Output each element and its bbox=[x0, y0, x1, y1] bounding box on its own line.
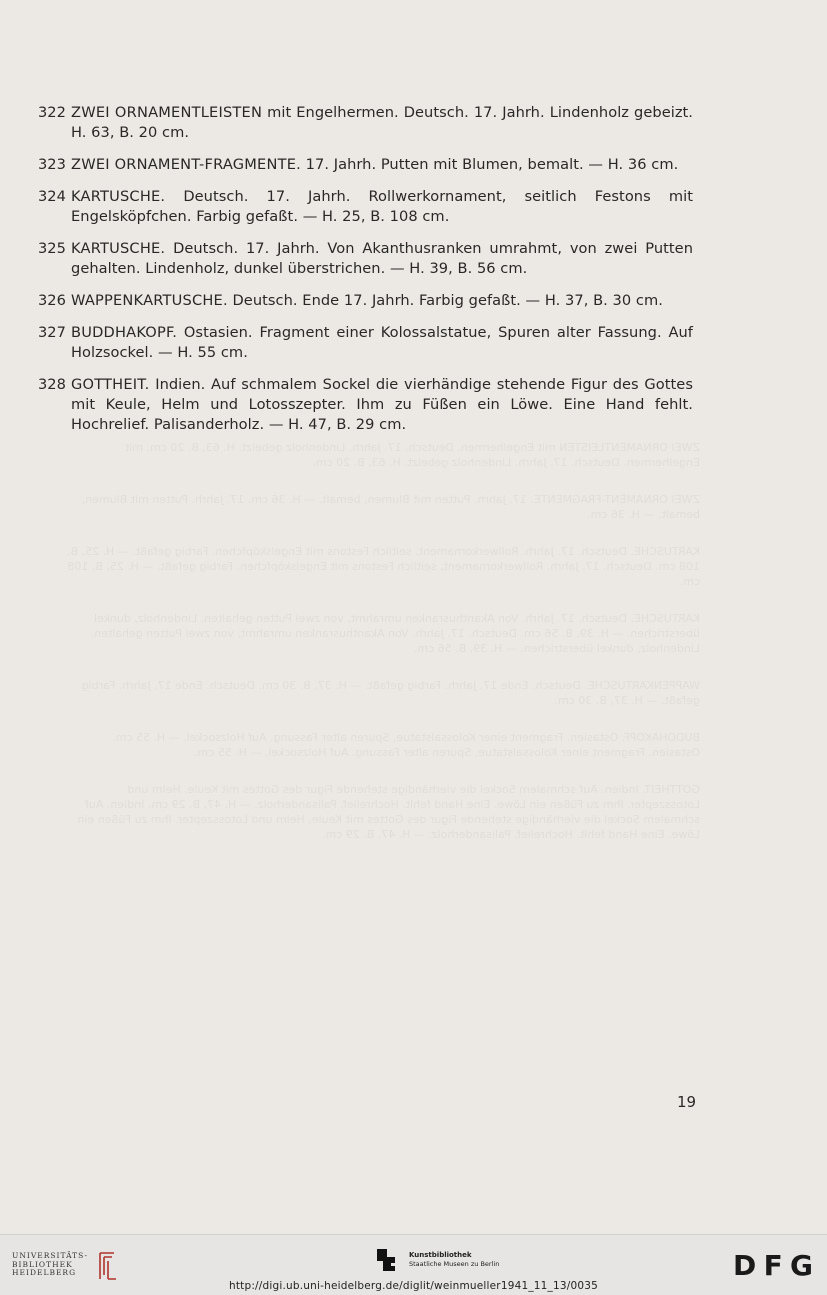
entry-text bbox=[71, 103, 693, 143]
bleed-through-line: KARTUSCHE. Deutsch. 17. Jahrh. Rollwerkornament, seitlich Festons mit Engelsköpfchen. Farbig gefaßt. — H. 25, B. 108 cm. Deutsch. 17. Jahrh. Rollwerkornament, seitlich Festons mit Engelsköpfchen. Farbig gefaßt. — H. 25, B. 108 cm. bbox=[67, 545, 700, 588]
page-number: 19 bbox=[677, 1093, 697, 1111]
digitization-footer bbox=[0, 1234, 827, 1295]
kunstbibliothek-logo[interactable] bbox=[377, 1249, 499, 1271]
entry-description: Ostasien. Fragment einer Kolossalstatue, Spuren alter Fassung. Auf Holzsockel. — H. 55 cm. bbox=[71, 324, 693, 361]
catalog-entries bbox=[38, 103, 693, 447]
bleed-through-line: ZWEI ORNAMENTLEISTEN mit Engelhermen. Deutsch. 17. Jahrh. Lindenholz gebeizt. H. 63, B. 20 cm. mit Engelhermen. Deutsch. 17. Jahrh. Lindenholz gebeizt. H. 63, B. 20 cm. bbox=[124, 441, 700, 469]
entry-title: BUDDHAKOPF. bbox=[71, 324, 178, 341]
catalog-entry bbox=[38, 323, 693, 363]
entry-number: 324 bbox=[38, 188, 66, 205]
entry-description: Deutsch. 17. Jahrh. Rollwerkornament, seitlich Festons mit Engelsköpfchen. Farbig gefaßt. — H. 25, B. 108 cm. bbox=[71, 188, 693, 225]
entry-text bbox=[71, 239, 693, 279]
entry-text bbox=[71, 155, 693, 175]
entry-number: 323 bbox=[38, 156, 66, 173]
catalog-entry bbox=[38, 187, 693, 227]
kunstbibliothek-emblem-icon bbox=[377, 1249, 403, 1271]
entry-title: WAPPENKARTUSCHE. bbox=[71, 292, 228, 309]
catalog-entry bbox=[38, 155, 693, 175]
entry-description: 17. Jahrh. Putten mit Blumen, bemalt. — H. 36 cm. bbox=[300, 156, 679, 173]
entry-text bbox=[71, 375, 693, 435]
entry-description: mit Engelhermen. Deutsch. 17. Jahrh. Lindenholz gebeizt. H. 63, B. 20 cm. bbox=[71, 104, 693, 141]
entry-number: 328 bbox=[38, 376, 66, 393]
entry-description: Indien. Auf schmalem Sockel die vierhändige stehende Figur des Gottes mit Keule, Helm und Lotosszepter. Ihm zu Füßen ein Löwe. Eine Hand fehlt. Hochrelief. Palisanderholz. — H. 47, B. 29 cm. bbox=[71, 376, 693, 433]
bleed-through-text bbox=[60, 440, 700, 1060]
university-emblem-icon bbox=[94, 1249, 118, 1281]
entry-text bbox=[71, 187, 693, 227]
permalink-url[interactable]: http://digi.ub.uni-heidelberg.de/diglit/weinmueller1941_11_13/0035 bbox=[228, 1280, 599, 1292]
entry-title: KARTUSCHE. bbox=[71, 188, 166, 205]
university-library-name: UNIVERSITÄTS- BIBLIOTHEK HEIDELBERG bbox=[12, 1251, 89, 1278]
entry-number: 327 bbox=[38, 324, 66, 341]
entry-text bbox=[71, 291, 693, 311]
entry-title: GOTTHEIT. bbox=[71, 376, 150, 393]
entry-number: 325 bbox=[38, 240, 66, 257]
kunstbibliothek-text: Kunstbibliothek Staatliche Museen zu Berlin bbox=[409, 1251, 500, 1268]
bleed-through-line: ZWEI ORNAMENT-FRAGMENTE. 17. Jahrh. Putten mit Blumen, bemalt. — H. 36 cm. 17. Jahrh. Putten mit Blumen, bemalt. — H. 36 cm. bbox=[81, 493, 700, 521]
entry-number: 322 bbox=[38, 104, 66, 121]
catalog-entry bbox=[38, 291, 693, 311]
dfg-wordmark: DFG bbox=[733, 1251, 813, 1277]
bleed-through-line: BUDDHAKOPF. Ostasien. Fragment einer Kolossalstatue, Spuren alter Fassung. Auf Holzsockel. — H. 55 cm. Ostasien. Fragment einer Kolossalstatue, Spuren alter Fassung. Auf Holzsockel. — H. 55 cm. bbox=[112, 731, 700, 759]
entry-description: Deutsch. Ende 17. Jahrh. Farbig gefaßt. — H. 37, B. 30 cm. bbox=[227, 292, 663, 309]
heidelberg-library-logo[interactable] bbox=[12, 1249, 118, 1281]
entry-number: 326 bbox=[38, 292, 66, 309]
bleed-through-line: KARTUSCHE. Deutsch. 17. Jahrh. Von Akanthusranken umrahmt, von zwei Putten gehalten. Lindenholz, dunkel überstrichen. — H. 39, B. 56 cm. Deutsch. 17. Jahrh. Von Akanthusranken umrahmt, von zwei Putten gehalten. Lindenholz, dunkel überstrichen. — H. 39, B. 56 cm. bbox=[90, 612, 700, 655]
catalog-entry bbox=[38, 103, 693, 143]
bleed-through-line: WAPPENKARTUSCHE. Deutsch. Ende 17. Jahrh. Farbig gefaßt. — H. 37, B. 30 cm. Deutsch. Ende 17. Jahrh. Farbig gefaßt. — H. 37, B. 30 cm. bbox=[81, 679, 700, 707]
entry-text bbox=[71, 323, 693, 363]
entry-title: ZWEI ORNAMENTLEISTEN bbox=[71, 104, 263, 121]
catalog-entry bbox=[38, 375, 693, 435]
dfg-logo[interactable] bbox=[733, 1251, 815, 1277]
catalog-entry bbox=[38, 239, 693, 279]
entry-title: KARTUSCHE. bbox=[71, 240, 166, 257]
entry-title: ZWEI ORNAMENT-FRAGMENTE. bbox=[71, 156, 301, 173]
entry-description: Deutsch. 17. Jahrh. Von Akanthusranken umrahmt, von zwei Putten gehalten. Lindenholz, dunkel überstrichen. — H. 39, B. 56 cm. bbox=[71, 240, 693, 277]
bleed-through-line: GOTTHEIT. Indien. Auf schmalem Sockel die vierhändige stehende Figur des Gottes mit Keule, Helm und Lotosszepter. Ihm zu Füßen ein Löwe. Eine Hand fehlt. Hochrelief. Palisanderholz. — H. 47, B. 29 cm. Indien. Auf schmalem Sockel die vierhändige stehende Figur des Gottes mit Keule, Helm und Lotosszepter. Ihm zu Füßen ein Löwe. Eine Hand fehlt. Hochrelief. Palisanderholz. — H. 47, B. 29 cm. bbox=[77, 783, 700, 841]
